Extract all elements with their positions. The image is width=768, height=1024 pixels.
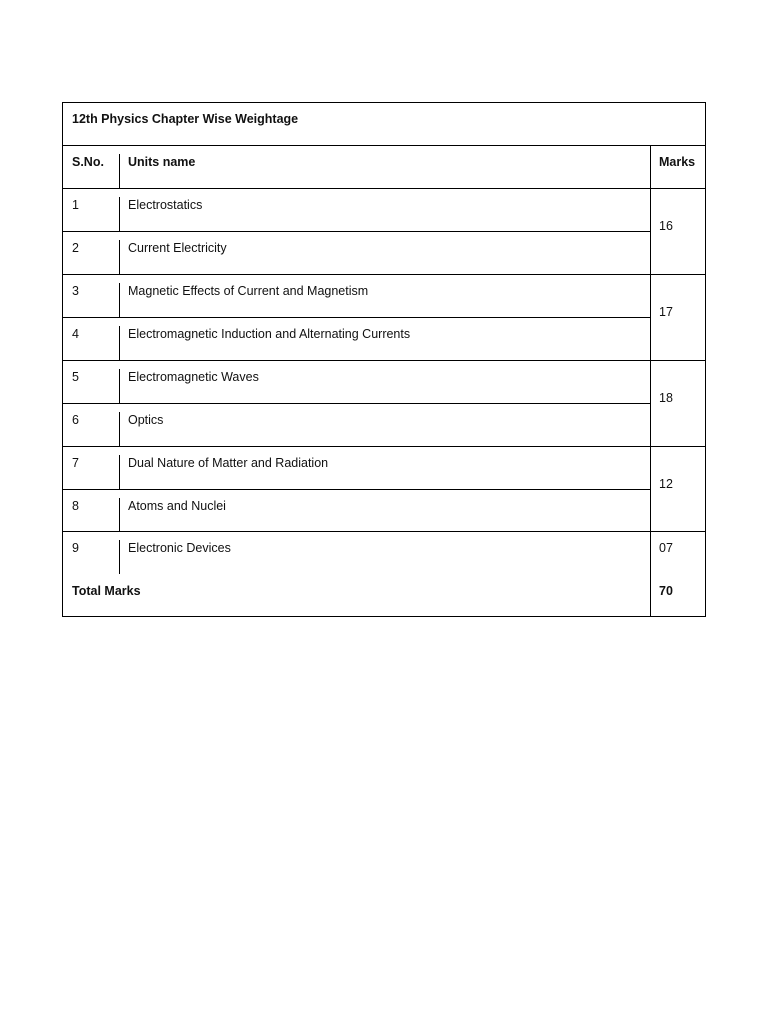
sno-column-rule: [119, 326, 120, 360]
table-title: 12th Physics Chapter Wise Weightage: [72, 112, 299, 126]
table-rule: [63, 489, 650, 490]
row-sno: 6: [72, 413, 79, 427]
marks-value: 12: [659, 477, 673, 491]
header-units-name: Units name: [128, 155, 196, 169]
row-unit: Optics: [128, 413, 164, 427]
weightage-table: [62, 102, 706, 617]
row-sno: 2: [72, 241, 79, 255]
row-sno: 5: [72, 370, 79, 384]
sno-column-rule: [119, 154, 120, 188]
header-sno: S.No.: [72, 155, 104, 169]
row-sno: 4: [72, 327, 79, 341]
row-unit: Atoms and Nuclei: [128, 499, 226, 513]
row-sno: 1: [72, 198, 79, 212]
table-rule: [63, 403, 650, 404]
row-sno: 7: [72, 456, 79, 470]
table-rule: [63, 145, 705, 146]
row-unit: Electronic Devices: [128, 541, 231, 555]
row-sno: 3: [72, 284, 79, 298]
sno-column-rule: [119, 197, 120, 231]
total-marks-value: 70: [659, 584, 673, 598]
marks-column-rule: [650, 146, 651, 617]
table-rule: [63, 274, 705, 275]
sno-column-rule: [119, 498, 120, 532]
row-unit: Current Electricity: [128, 241, 227, 255]
marks-value: 18: [659, 391, 673, 405]
table-rule: [63, 446, 705, 447]
sno-column-rule: [119, 540, 120, 574]
sno-column-rule: [119, 369, 120, 403]
row-unit: Electrostatics: [128, 198, 203, 212]
table-rule: [63, 360, 705, 361]
row-unit: Electromagnetic Waves: [128, 370, 259, 384]
table-rule: [63, 531, 705, 532]
marks-value: 17: [659, 305, 673, 319]
sno-column-rule: [119, 240, 120, 274]
sno-column-rule: [119, 412, 120, 446]
sno-column-rule: [119, 455, 120, 489]
sno-column-rule: [119, 283, 120, 317]
table-rule: [63, 231, 650, 232]
total-marks-label: Total Marks: [72, 584, 141, 598]
row-sno: 9: [72, 541, 79, 555]
table-rule: [63, 317, 650, 318]
row-unit: Dual Nature of Matter and Radiation: [128, 456, 329, 470]
row-sno: 8: [72, 499, 79, 513]
marks-value: 16: [659, 219, 673, 233]
row-unit: Electromagnetic Induction and Alternating Currents: [128, 327, 411, 341]
header-marks: Marks: [659, 155, 696, 169]
row-unit: Magnetic Effects of Current and Magnetism: [128, 284, 369, 298]
marks-value: 07: [659, 541, 673, 555]
table-rule: [63, 188, 705, 189]
